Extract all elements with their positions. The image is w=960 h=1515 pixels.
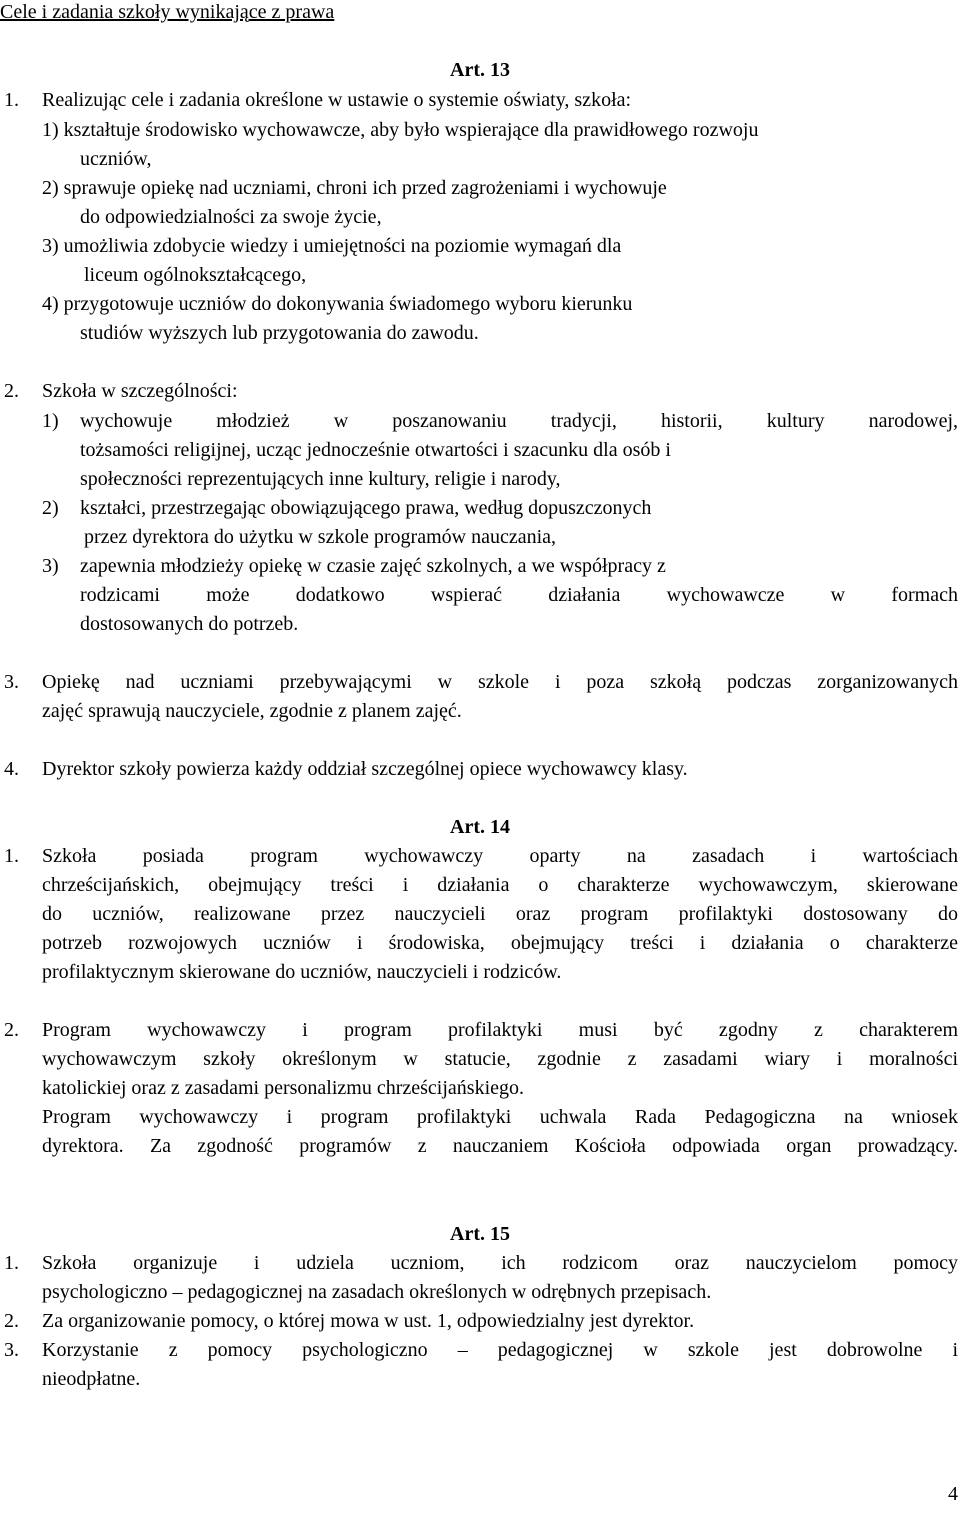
art14-p1-line1: Szkoła posiada program wychowawczy oparty na zasadach i wartościach <box>42 845 958 867</box>
art13-p2-item3-line1: zapewnia młodzieży opiekę w czasie zajęć szkolnych, a we współpracy z <box>80 555 666 577</box>
art13-p1-item4-line1: 4) przygotowuje uczniów do dokonywania świadomego wyboru kierunku <box>42 293 633 315</box>
art14-p2-line1: Program wychowawczy i program profilaktyki musi być zgodny z charakterem <box>42 1019 958 1041</box>
art13-p1-item2-line2: do odpowiedzialności za swoje życie, <box>80 206 382 228</box>
art14-p1-line5: profilaktycznym skierowane do uczniów, nauczycieli i rodziców. <box>42 961 562 983</box>
art13-p1-item2-line1: 2) sprawuje opiekę nad uczniami, chroni ich przed zagrożeniami i wychowuje <box>42 177 667 199</box>
art13-p3-line1: Opiekę nad uczniami przebywającymi w szkole i poza szkołą podczas zorganizowanych <box>42 671 958 693</box>
article-15-heading: Art. 15 <box>450 1223 510 1245</box>
art13-p2-item3-line3: dostosowanych do potrzeb. <box>80 613 299 635</box>
art14-p2-line5: dyrektora. Za zgodność programów z nauczaniem Kościoła odpowiada organ prowadzący. <box>42 1135 958 1157</box>
art14-p1-line4: potrzeb rozwojowych uczniów i środowiska, obejmujący treści i działania o charakterze <box>42 932 958 954</box>
art13-p2-item1-line3: społeczności reprezentujących inne kultury, religie i narody, <box>80 468 561 490</box>
art14-p2-line2: wychowawczym szkoły określonym w statucie, zgodnie z zasadami wiary i moralności <box>42 1048 958 1070</box>
art14-p2-line4: Program wychowawczy i program profilaktyki uchwala Rada Pedagogiczna na wniosek <box>42 1106 958 1128</box>
art13-p1-item3-line2: liceum ogólnokształcącego, <box>84 264 307 286</box>
art14-p1-line3: do uczniów, realizowane przez nauczycieli oraz program profilaktyki dostosowany do <box>42 903 958 925</box>
art15-p1-line1: Szkoła organizuje i udziela uczniom, ich rodzicom oraz nauczycielom pomocy <box>42 1252 958 1274</box>
art13-p3-number: 3. <box>4 671 19 693</box>
art13-p3-line2: zajęć sprawują nauczyciele, zgodnie z planem zajęć. <box>42 700 462 722</box>
art13-p4-line1: Dyrektor szkoły powierza każdy oddział szczególnej opiece wychowawcy klasy. <box>42 758 688 780</box>
article-14-heading: Art. 14 <box>450 816 510 838</box>
art15-p1-line2: psychologiczno – pedagogicznej na zasadach określonych w odrębnych przepisach. <box>42 1281 712 1303</box>
art13-p2-item2-line1: kształci, przestrzegając obowiązującego prawa, według dopuszczonych <box>80 497 652 519</box>
art13-p2-item1-number: 1) <box>42 410 59 432</box>
art13-p4-number: 4. <box>4 758 19 780</box>
article-13-heading: Art. 13 <box>450 59 510 81</box>
art13-p1-intro: Realizując cele i zadania określone w ustawie o systemie oświaty, szkoła: <box>42 89 632 111</box>
art15-p3-number: 3. <box>4 1339 19 1361</box>
art13-p1-item4-line2: studiów wyższych lub przygotowania do zawodu. <box>80 322 479 344</box>
art13-p2-item2-number: 2) <box>42 497 59 519</box>
art14-p2-number: 2. <box>4 1019 19 1041</box>
art15-p3-line2: nieodpłatne. <box>42 1368 141 1390</box>
art15-p3-line1: Korzystanie z pomocy psychologiczno – pedagogicznej w szkole jest dobrowolne i <box>42 1339 958 1361</box>
art15-p2-line1: Za organizowanie pomocy, o której mowa w ust. 1, odpowiedzialny jest dyrektor. <box>42 1310 695 1332</box>
art13-p2-item3-line2: rodzicami może dodatkowo wspierać działania wychowawcze w formach <box>80 584 958 606</box>
art13-p2-intro: Szkoła w szczególności: <box>42 380 238 402</box>
art13-p1-item3-line1: 3) umożliwia zdobycie wiedzy i umiejętności na poziomie wymagań dla <box>42 235 622 257</box>
art15-p2-number: 2. <box>4 1310 19 1332</box>
art13-p2-item3-number: 3) <box>42 555 59 577</box>
art13-p2-item1-line2: tożsamości religijnej, ucząc jednocześnie otwartości i szacunku dla osób i <box>80 439 671 461</box>
art14-p2-line3: katolickiej oraz z zasadami personalizmu chrześcijańskiego. <box>42 1077 525 1099</box>
art13-p2-item2-line2: przez dyrektora do użytku w szkole programów nauczania, <box>84 526 557 548</box>
page-number: 4 <box>948 1483 958 1505</box>
art15-p1-number: 1. <box>4 1252 19 1274</box>
art14-p1-line2: chrześcijańskich, obejmujący treści i działania o charakterze wychowawczym, skierowane <box>42 874 958 896</box>
section-title-link[interactable]: Cele i zadania szkoły wynikające z prawa <box>0 1 335 23</box>
art13-p1-number: 1. <box>4 89 19 111</box>
art14-p1-number: 1. <box>4 845 19 867</box>
art13-p2-number: 2. <box>4 380 19 402</box>
art13-p1-item1-line2: uczniów, <box>80 148 152 170</box>
art13-p1-item1-line1: 1) kształtuje środowisko wychowawcze, aby było wspierające dla prawidłowego rozwoju <box>42 119 759 141</box>
art13-p2-item1-line1: wychowuje młodzież w poszanowaniu tradycji, historii, kultury narodowej, <box>80 410 958 432</box>
